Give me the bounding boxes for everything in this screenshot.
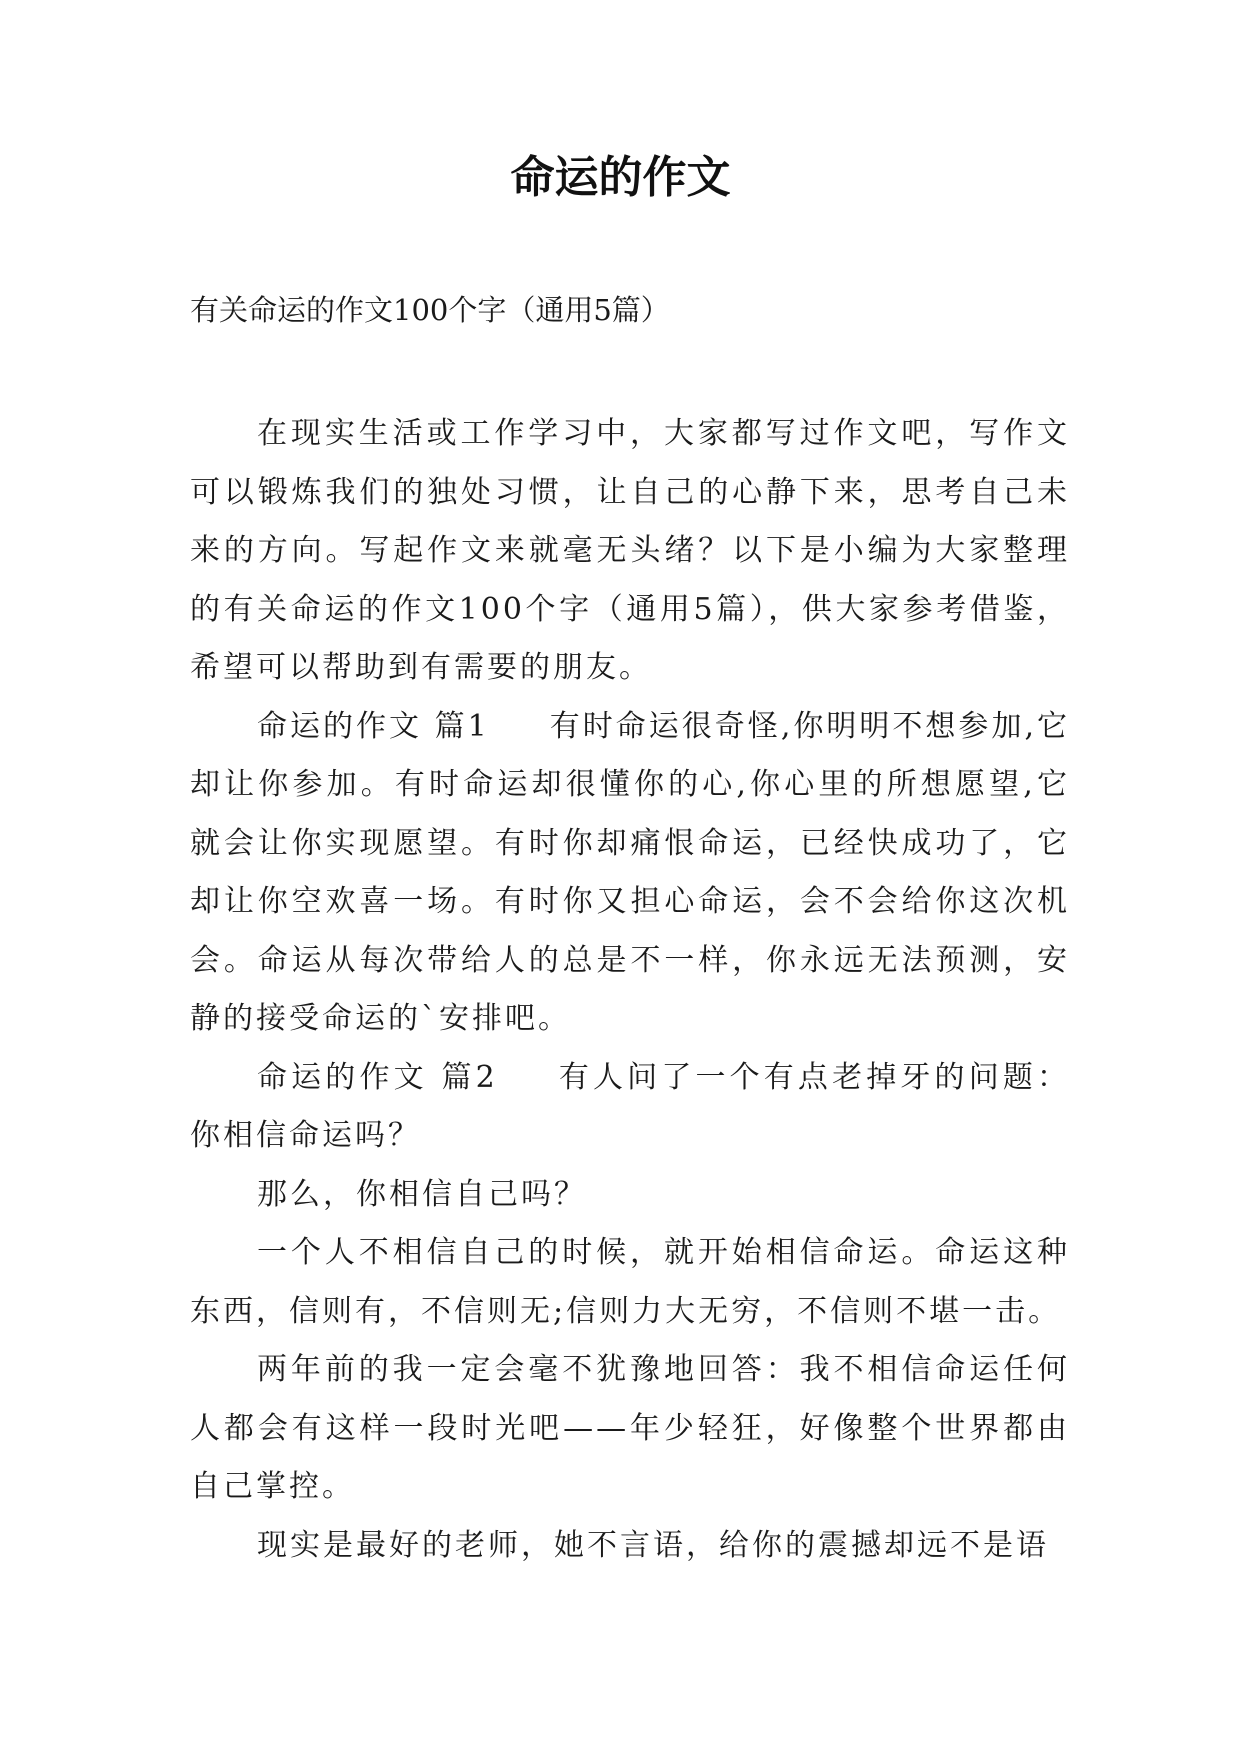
essay-2-label: 命运的作文 篇2 bbox=[257, 1059, 498, 1095]
essay-2-paragraph-4: 现实是最好的老师，她不言语，给你的震撼却远不是语 bbox=[257, 1527, 1049, 1563]
essay-2-paragraph-1: 那么，你相信自己吗？ bbox=[257, 1176, 587, 1212]
essay-2-text: 有人问了一个有点老掉牙的问题：你相信命运吗？ bbox=[190, 1059, 1071, 1153]
essay-1-text: 有时命运很奇怪,你明明不想参加,它却让你参加。有时命运却很懂你的心,你心里的所想愿望,它就会让你实现愿望。有时你却痛恨命运，已经快成功了，它却让你空欢喜一场。有时你又担心命运，会不会给你这次机会。命运从每次带给人的总是不一样，你永远无法预测，安静的接受命运的`安排吧。 bbox=[190, 708, 1071, 1036]
intro-paragraph: 在现实生活或工作学习中，大家都写过作文吧，写作文可以锻炼我们的独处习惯，让自己的心静下来，思考自己未来的方向。写起作文来就毫无头绪？以下是小编为大家整理的有关命运的作文100个字（通用5篇），供大家参考借鉴，希望可以帮助到有需要的朋友。 bbox=[190, 416, 1070, 685]
essay-2-paragraph-3: 两年前的我一定会毫不犹豫地回答：我不相信命运任何人都会有这样一段时光吧——年少轻狂，好像整个世界都由自己掌控。 bbox=[190, 1352, 1070, 1504]
document-body bbox=[190, 405, 1070, 1575]
essay-2-paragraph-2: 一个人不相信自己的时候，就开始相信命运。命运这种东西，信则有，不信则无;信则力大无穷，不信则不堪一击。 bbox=[190, 1235, 1070, 1329]
document-subtitle: 有关命运的作文100个字（通用5篇） bbox=[190, 293, 670, 327]
essay-1-label: 命运的作文 篇1 bbox=[257, 708, 490, 744]
essay-1-paragraph bbox=[190, 698, 1070, 1049]
essay-2-paragraph bbox=[190, 1049, 1070, 1166]
document-title: 命运的作文 bbox=[510, 152, 731, 203]
